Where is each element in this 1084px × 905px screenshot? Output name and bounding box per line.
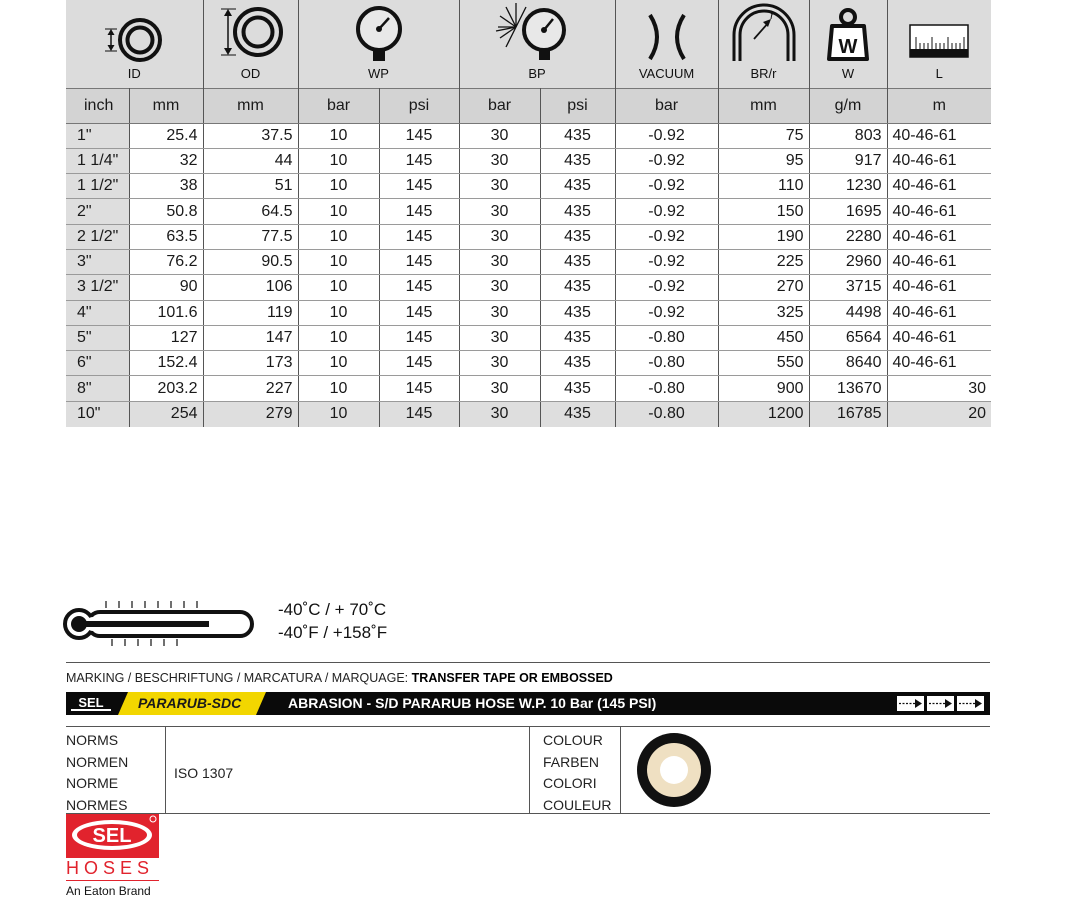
unit-length: m — [887, 88, 991, 123]
cell-vacuum-bar: -0.92 — [615, 123, 718, 148]
cell-id-mm: 63.5 — [129, 224, 203, 249]
info-divider — [620, 726, 621, 814]
cell-vacuum-bar: -0.92 — [615, 275, 718, 300]
cell-bend-radius-mm: 1200 — [718, 401, 809, 426]
cell-vacuum-bar: -0.92 — [615, 199, 718, 224]
cell-wp-bar: 10 — [298, 148, 379, 173]
brand-tagline: An Eaton Brand — [66, 884, 151, 898]
temp-fahrenheit: -40˚F / +158˚F — [278, 623, 388, 642]
cell-vacuum-bar: -0.92 — [615, 300, 718, 325]
cell-size-inch: 1 1/4" — [66, 148, 129, 173]
sel-logo-small-text: SEL — [78, 695, 104, 710]
norms-label: NORMES — [66, 797, 128, 814]
cell-id-mm: 25.4 — [129, 123, 203, 148]
id-caption: ID — [127, 65, 141, 81]
od-icon — [216, 5, 286, 63]
table-row — [66, 199, 991, 224]
cell-wp-bar: 10 — [298, 275, 379, 300]
cell-weight-gm: 1230 — [809, 174, 887, 199]
cell-od-mm: 44 — [203, 148, 298, 173]
cell-vacuum-bar: -0.80 — [615, 325, 718, 350]
bp-gauge-icon — [492, 1, 582, 63]
cell-length-m: 30 — [887, 376, 991, 401]
cell-length-m: 40-46-61 — [887, 224, 991, 249]
cell-size-inch: 6" — [66, 351, 129, 376]
table-row — [66, 224, 991, 249]
table-row — [66, 174, 991, 199]
cell-wp-psi: 145 — [379, 351, 459, 376]
cell-size-inch: 2" — [66, 199, 129, 224]
cell-wp-bar: 10 — [298, 224, 379, 249]
cell-bp-psi: 435 — [540, 199, 615, 224]
w-cell — [809, 0, 887, 88]
cell-bp-bar: 30 — [459, 148, 540, 173]
cell-wp-psi: 145 — [379, 224, 459, 249]
cell-bend-radius-mm: 550 — [718, 351, 809, 376]
cell-wp-psi: 145 — [379, 376, 459, 401]
cell-wp-psi: 145 — [379, 123, 459, 148]
marking-label: MARKING / BESCHRIFTUNG / MARCATURA / MARQUAGE: — [66, 671, 409, 685]
spec-table — [66, 0, 991, 427]
hose-colour-swatch — [635, 731, 713, 809]
cell-wp-bar: 10 — [298, 249, 379, 274]
cell-bp-bar: 30 — [459, 249, 540, 274]
cell-wp-psi: 145 — [379, 401, 459, 426]
cell-bp-bar: 30 — [459, 325, 540, 350]
cell-bend-radius-mm: 75 — [718, 123, 809, 148]
cell-vacuum-bar: -0.92 — [615, 174, 718, 199]
info-top-rule — [66, 726, 990, 727]
cell-bp-bar: 30 — [459, 174, 540, 199]
unit-br-mm: mm — [718, 88, 809, 123]
unit-od-mm: mm — [203, 88, 298, 123]
cell-od-mm: 227 — [203, 376, 298, 401]
cell-bp-psi: 435 — [540, 300, 615, 325]
weight-icon — [826, 7, 870, 63]
thermometer-icon — [62, 600, 258, 648]
cell-bp-psi: 435 — [540, 174, 615, 199]
cell-od-mm: 90.5 — [203, 249, 298, 274]
cell-size-inch: 3 1/2" — [66, 275, 129, 300]
info-bottom-rule — [66, 813, 990, 814]
info-divider — [165, 726, 166, 814]
cell-length-m: 40-46-61 — [887, 300, 991, 325]
colour-labels — [543, 730, 611, 817]
brand-logo-text: SEL — [92, 825, 132, 847]
cell-id-mm: 76.2 — [129, 249, 203, 274]
cell-id-mm: 101.6 — [129, 300, 203, 325]
cell-id-mm: 152.4 — [129, 351, 203, 376]
cell-bp-psi: 435 — [540, 224, 615, 249]
cell-bp-bar: 30 — [459, 401, 540, 426]
vacuum-icon — [642, 11, 692, 63]
cell-bend-radius-mm: 150 — [718, 199, 809, 224]
cell-bend-radius-mm: 325 — [718, 300, 809, 325]
cell-wp-bar: 10 — [298, 300, 379, 325]
cell-size-inch: 8" — [66, 376, 129, 401]
br-cell — [718, 0, 809, 88]
cell-wp-bar: 10 — [298, 325, 379, 350]
cell-length-m: 40-46-61 — [887, 123, 991, 148]
cell-od-mm: 77.5 — [203, 224, 298, 249]
cell-vacuum-bar: -0.80 — [615, 376, 718, 401]
id-cell — [66, 0, 203, 88]
cell-wp-psi: 145 — [379, 300, 459, 325]
cell-bp-psi: 435 — [540, 275, 615, 300]
cell-bp-psi: 435 — [540, 325, 615, 350]
ruler-icon — [908, 21, 970, 63]
vacuum-cell — [615, 0, 718, 88]
norms-label: NORME — [66, 775, 119, 792]
marking-value: TRANSFER TAPE OR EMBOSSED — [411, 671, 613, 685]
cell-od-mm: 51 — [203, 174, 298, 199]
cell-weight-gm: 16785 — [809, 401, 887, 426]
cell-id-mm: 32 — [129, 148, 203, 173]
marking-bar — [66, 692, 990, 715]
sel-logo-small — [68, 694, 114, 713]
flow-arrow-icon — [897, 696, 924, 711]
cell-od-mm: 279 — [203, 401, 298, 426]
cell-id-mm: 254 — [129, 401, 203, 426]
product-name: PARARUB-SDC — [138, 695, 242, 711]
cell-size-inch: 2 1/2" — [66, 224, 129, 249]
unit-inch: inch — [66, 88, 129, 123]
sel-hoses-logo — [66, 814, 159, 858]
table-row — [66, 300, 991, 325]
flow-arrow-icon — [957, 696, 984, 711]
id-icon — [101, 17, 167, 63]
cell-bend-radius-mm: 110 — [718, 174, 809, 199]
cell-weight-gm: 2280 — [809, 224, 887, 249]
info-divider — [529, 726, 530, 814]
cell-bend-radius-mm: 225 — [718, 249, 809, 274]
cell-length-m: 40-46-61 — [887, 325, 991, 350]
cell-bp-bar: 30 — [459, 123, 540, 148]
cell-od-mm: 147 — [203, 325, 298, 350]
marking-divider — [66, 662, 990, 663]
cell-bend-radius-mm: 450 — [718, 325, 809, 350]
cell-length-m: 20 — [887, 401, 991, 426]
icon-header-row — [66, 0, 991, 88]
cell-vacuum-bar: -0.80 — [615, 401, 718, 426]
colour-label: FARBEN — [543, 753, 600, 770]
cell-bp-psi: 435 — [540, 148, 615, 173]
cell-od-mm: 64.5 — [203, 199, 298, 224]
temp-celsius: -40˚C / + 70˚C — [278, 600, 387, 619]
cell-wp-psi: 145 — [379, 174, 459, 199]
l-caption: L — [935, 65, 943, 81]
unit-weight: g/m — [809, 88, 887, 123]
cell-length-m: 40-46-61 — [887, 174, 991, 199]
product-description: ABRASION - S/D PARARUB HOSE W.P. 10 Bar (145 PSI) — [288, 695, 657, 711]
unit-id-mm: mm — [129, 88, 203, 123]
cell-wp-psi: 145 — [379, 325, 459, 350]
table-row — [66, 148, 991, 173]
flow-arrow-icon — [927, 696, 954, 711]
cell-bp-psi: 435 — [540, 401, 615, 426]
cell-weight-gm: 4498 — [809, 300, 887, 325]
cell-id-mm: 127 — [129, 325, 203, 350]
colour-label: COLOUR — [543, 732, 603, 748]
cell-weight-gm: 13670 — [809, 376, 887, 401]
colour-label: COLORI — [543, 775, 597, 792]
cell-size-inch: 3" — [66, 249, 129, 274]
od-cell — [203, 0, 298, 88]
cell-length-m: 40-46-61 — [887, 275, 991, 300]
weight-glyph: W — [838, 35, 858, 58]
bp-cell — [459, 0, 615, 88]
cell-wp-psi: 145 — [379, 249, 459, 274]
cell-wp-bar: 10 — [298, 199, 379, 224]
svg-text:r: r — [769, 7, 775, 22]
cell-wp-bar: 10 — [298, 351, 379, 376]
cell-vacuum-bar: -0.92 — [615, 148, 718, 173]
cell-wp-psi: 145 — [379, 199, 459, 224]
norms-label: NORMEN — [66, 753, 129, 770]
cell-weight-gm: 3715 — [809, 275, 887, 300]
unit-header-row — [66, 88, 991, 123]
bend-radius-icon — [729, 3, 799, 63]
unit-bp-psi: psi — [540, 88, 615, 123]
norms-labels — [66, 730, 128, 817]
cell-wp-psi: 145 — [379, 148, 459, 173]
cell-weight-gm: 8640 — [809, 351, 887, 376]
wp-gauge-icon — [352, 5, 406, 63]
cell-wp-bar: 10 — [298, 123, 379, 148]
table-row — [66, 376, 991, 401]
wp-caption: WP — [368, 65, 389, 81]
cell-bp-psi: 435 — [540, 376, 615, 401]
cell-size-inch: 1" — [66, 123, 129, 148]
cell-vacuum-bar: -0.80 — [615, 351, 718, 376]
cell-weight-gm: 803 — [809, 123, 887, 148]
od-caption: OD — [240, 65, 261, 81]
cell-wp-bar: 10 — [298, 174, 379, 199]
cell-weight-gm: 1695 — [809, 199, 887, 224]
cell-bend-radius-mm: 190 — [718, 224, 809, 249]
norm-standard: ISO 1307 — [174, 765, 234, 781]
cell-wp-psi: 145 — [379, 275, 459, 300]
norms-label: NORMS — [66, 732, 119, 748]
wp-cell — [298, 0, 459, 88]
table-row — [66, 123, 991, 148]
cell-bend-radius-mm: 95 — [718, 148, 809, 173]
cell-length-m: 40-46-61 — [887, 148, 991, 173]
cell-length-m: 40-46-61 — [887, 199, 991, 224]
cell-length-m: 40-46-61 — [887, 351, 991, 376]
marking-line — [66, 671, 613, 685]
cell-wp-bar: 10 — [298, 401, 379, 426]
cell-bp-bar: 30 — [459, 300, 540, 325]
cell-vacuum-bar: -0.92 — [615, 224, 718, 249]
cell-size-inch: 10" — [66, 401, 129, 426]
cell-weight-gm: 6564 — [809, 325, 887, 350]
table-row — [66, 401, 991, 426]
cell-id-mm: 90 — [129, 275, 203, 300]
cell-bp-psi: 435 — [540, 123, 615, 148]
unit-vacuum-bar: bar — [615, 88, 718, 123]
cell-bend-radius-mm: 270 — [718, 275, 809, 300]
cell-id-mm: 203.2 — [129, 376, 203, 401]
cell-bp-bar: 30 — [459, 224, 540, 249]
cell-size-inch: 4" — [66, 300, 129, 325]
colour-label: COULEUR — [543, 797, 612, 814]
brand-underline — [66, 880, 159, 881]
brand-name: HOSES — [66, 858, 155, 878]
cell-bp-bar: 30 — [459, 275, 540, 300]
cell-size-inch: 5" — [66, 325, 129, 350]
cell-bend-radius-mm: 900 — [718, 376, 809, 401]
cell-length-m: 40-46-61 — [887, 249, 991, 274]
cell-id-mm: 50.8 — [129, 199, 203, 224]
cell-od-mm: 173 — [203, 351, 298, 376]
cell-od-mm: 37.5 — [203, 123, 298, 148]
vacuum-caption: VACUUM — [638, 65, 695, 81]
table-row — [66, 275, 991, 300]
cell-bp-bar: 30 — [459, 199, 540, 224]
unit-wp-bar: bar — [298, 88, 379, 123]
cell-weight-gm: 917 — [809, 148, 887, 173]
table-row — [66, 249, 991, 274]
cell-id-mm: 38 — [129, 174, 203, 199]
cell-size-inch: 1 1/2" — [66, 174, 129, 199]
cell-wp-bar: 10 — [298, 376, 379, 401]
table-row — [66, 325, 991, 350]
cell-weight-gm: 2960 — [809, 249, 887, 274]
cell-bp-bar: 30 — [459, 376, 540, 401]
data-body — [66, 123, 991, 427]
cell-bp-psi: 435 — [540, 351, 615, 376]
cell-od-mm: 106 — [203, 275, 298, 300]
cell-bp-psi: 435 — [540, 249, 615, 274]
table-row — [66, 351, 991, 376]
unit-bp-bar: bar — [459, 88, 540, 123]
cell-bp-bar: 30 — [459, 351, 540, 376]
unit-wp-psi: psi — [379, 88, 459, 123]
l-cell — [887, 0, 991, 88]
bp-caption: BP — [528, 65, 546, 81]
br-caption: BR/r — [750, 65, 777, 81]
cell-od-mm: 119 — [203, 300, 298, 325]
cell-vacuum-bar: -0.92 — [615, 249, 718, 274]
w-caption: W — [841, 65, 855, 81]
